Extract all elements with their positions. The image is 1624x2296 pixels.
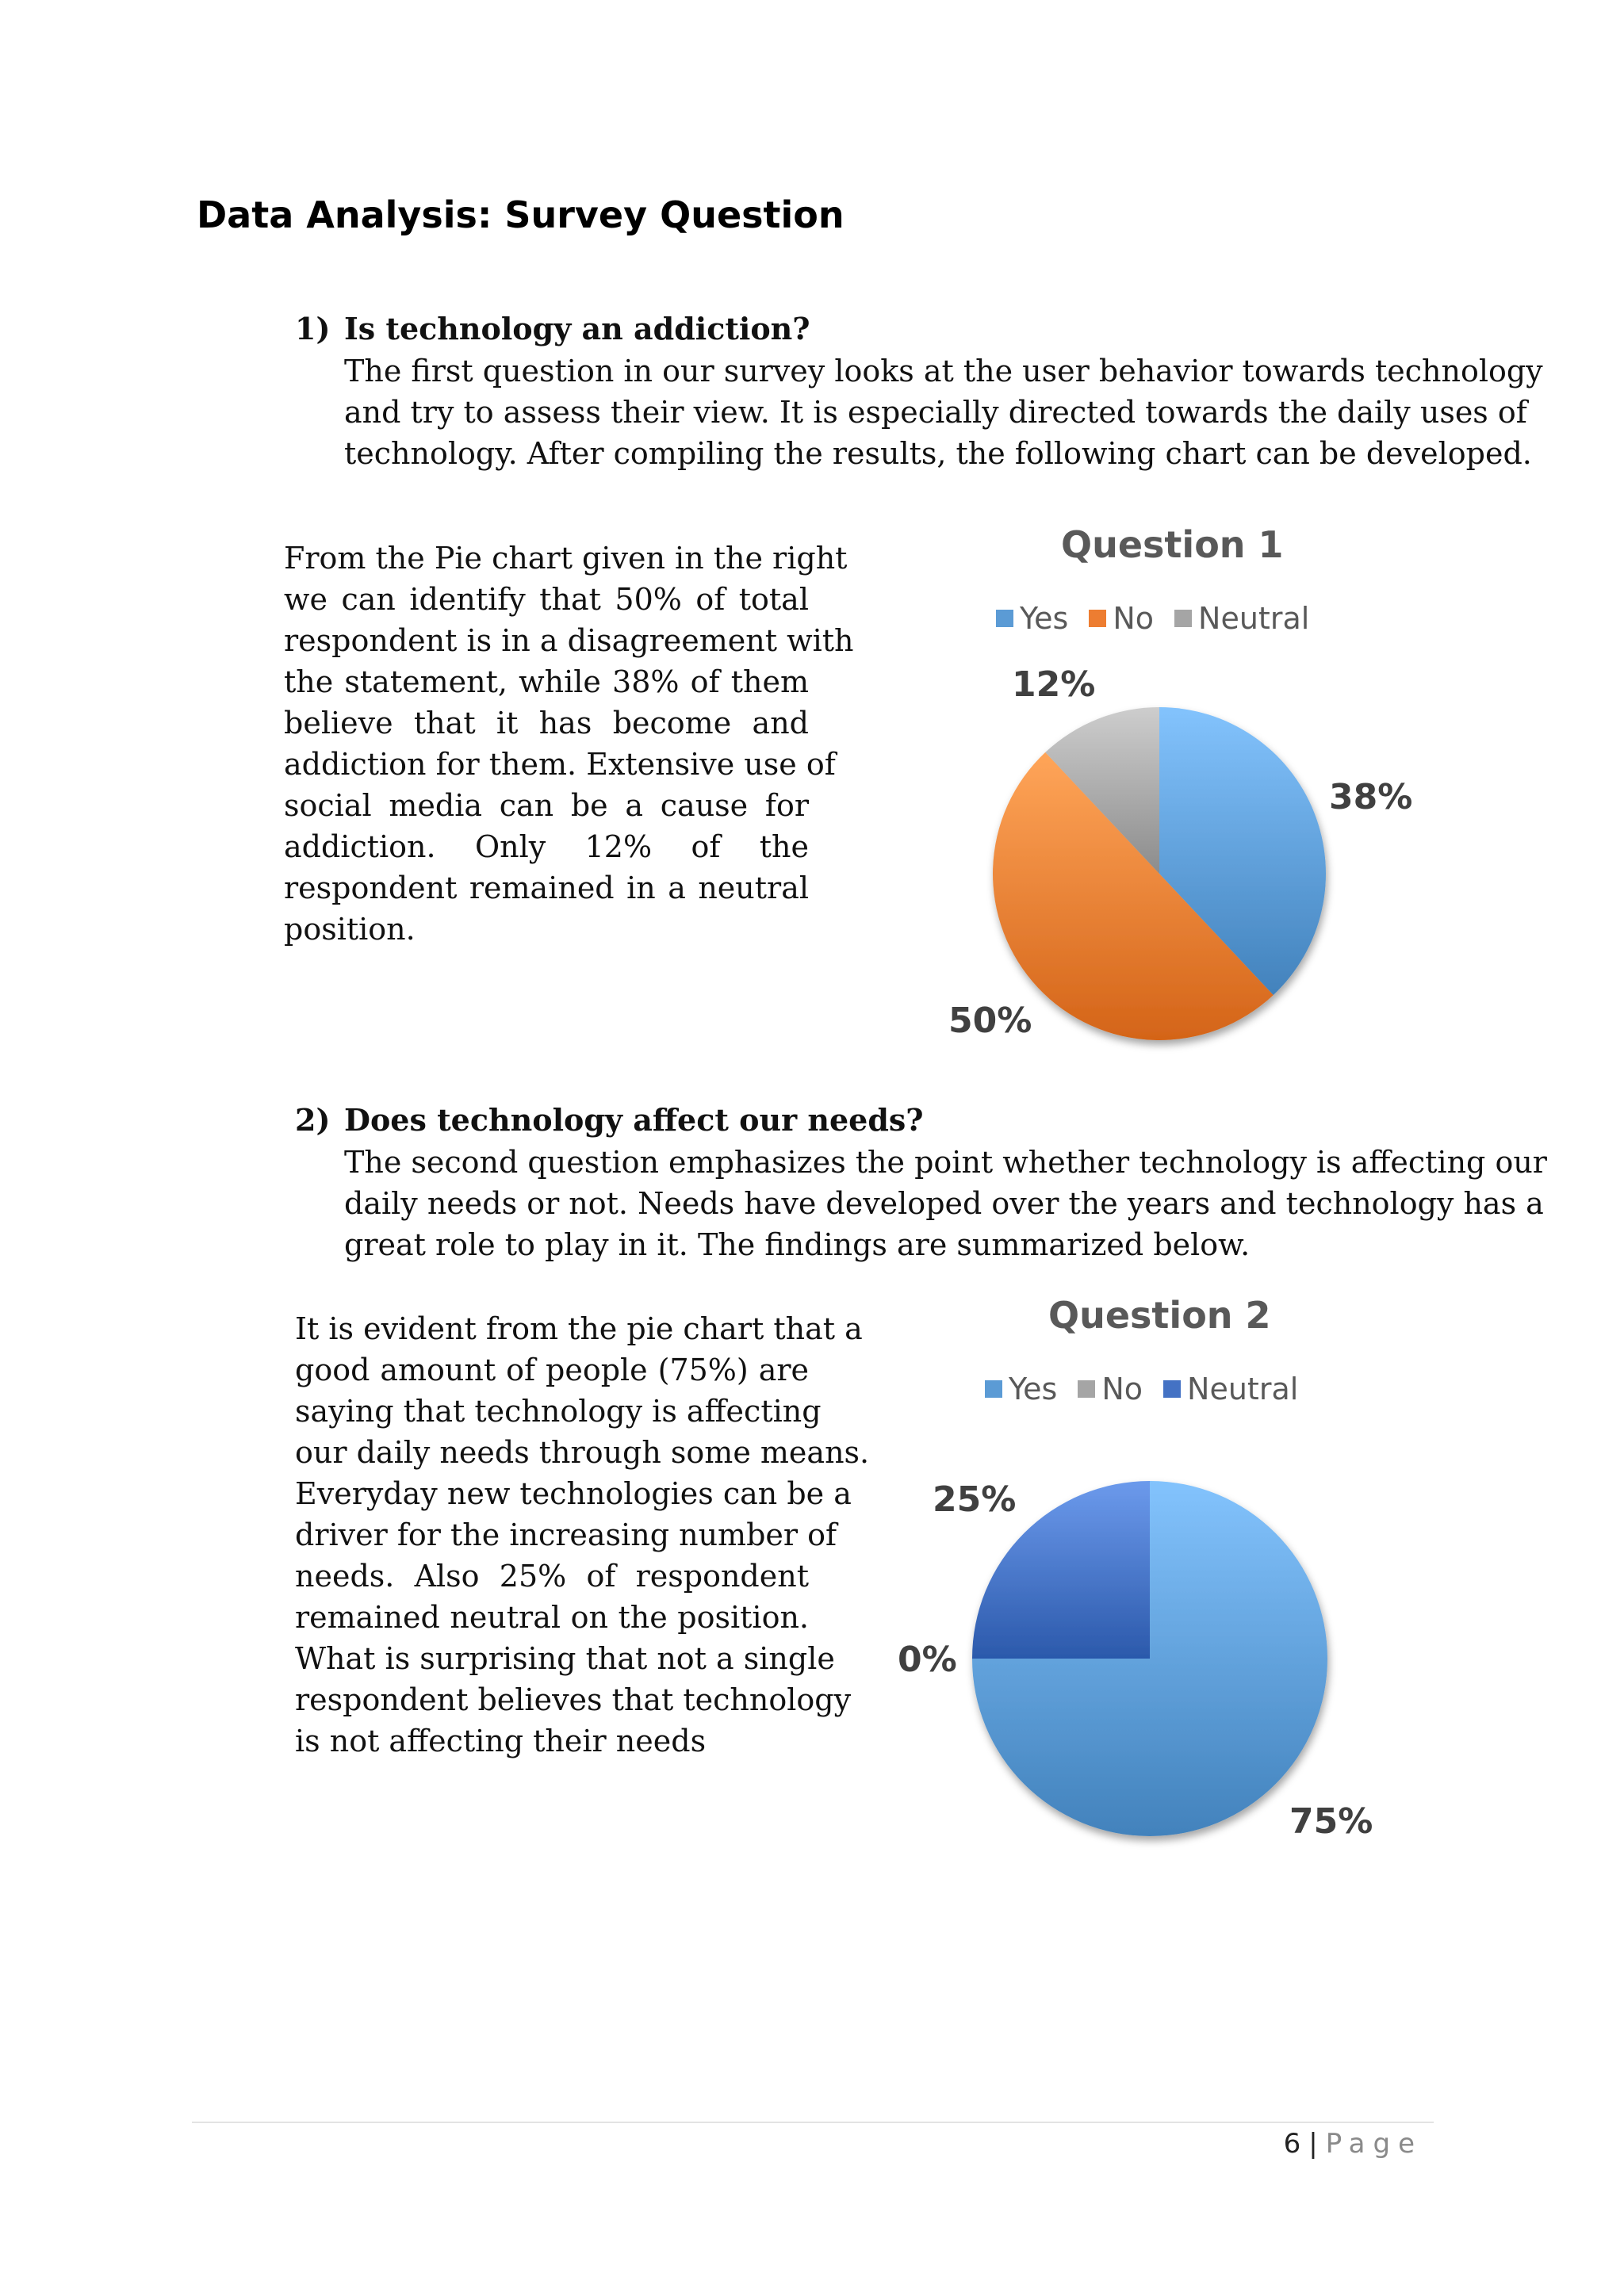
chart-1-legend — [996, 601, 1330, 636]
analysis-line: addiction for them. Extensive use of — [284, 747, 836, 782]
analysis-line: good amount of people (75%) are — [295, 1353, 809, 1387]
intro-line: great role to play in it. The findings are summarized below. — [344, 1227, 1251, 1262]
page-number: 6 — [1283, 2128, 1301, 2160]
footer-separator: | — [1308, 2128, 1318, 2160]
question-1-number: 1) — [295, 311, 331, 346]
legend-swatch — [1163, 1380, 1181, 1398]
analysis-line: our daily needs through some means. — [295, 1435, 870, 1470]
page-heading: Data Analysis: Survey Question — [197, 193, 845, 236]
legend-label: No — [1113, 601, 1155, 636]
legend-label: Yes — [1009, 1372, 1058, 1406]
intro-line: daily needs or not. Needs have developed over the years and technology has a — [344, 1186, 1544, 1221]
analysis-line: social media can be a cause for — [284, 788, 809, 823]
page-footer — [1284, 2128, 1423, 2160]
analysis-line: respondent is in a disagreement with — [284, 623, 854, 658]
legend-label: Neutral — [1187, 1372, 1299, 1406]
pie-slices — [993, 707, 1326, 1040]
legend-swatch — [1174, 610, 1192, 627]
analysis-line: driver for the increasing number of — [295, 1517, 837, 1552]
legend-label: Yes — [1020, 601, 1069, 636]
analysis-line: respondent remained in a neutral — [284, 871, 809, 905]
legend-item-neutral — [1174, 601, 1309, 636]
legend-label: Neutral — [1198, 601, 1310, 636]
question-1-analysis — [284, 538, 854, 950]
analysis-line: believe that it has become and — [284, 706, 809, 740]
analysis-line: Everyday new technologies can be a — [295, 1476, 852, 1511]
legend-item-no — [1089, 601, 1154, 636]
analysis-line: is not affecting their needs — [295, 1724, 707, 1758]
intro-line: technology. After compiling the results, the following chart can be developed. — [344, 436, 1532, 471]
chart-1-label-no: 50% — [948, 1001, 1032, 1041]
intro-line: and try to assess their view. It is especially directed towards the daily uses of — [344, 395, 1527, 430]
analysis-line: the statement, while 38% of them — [284, 664, 809, 699]
intro-line: The second question emphasizes the point whether technology is affecting our — [344, 1145, 1547, 1180]
question-1-title: Is technology an addiction? — [344, 311, 810, 346]
page-word: Page — [1325, 2128, 1423, 2160]
chart-2-legend — [985, 1372, 1319, 1406]
chart-1-label-yes: 38% — [1329, 777, 1413, 817]
legend-item-neutral — [1163, 1372, 1298, 1406]
intro-line: The first question in our survey looks at the user behavior towards technology — [344, 354, 1543, 388]
analysis-line: remained neutral on the position. — [295, 1600, 809, 1635]
analysis-line: It is evident from the pie chart that a — [295, 1311, 863, 1346]
legend-swatch — [996, 610, 1013, 627]
chart-2-title: Question 2 — [1048, 1294, 1271, 1337]
chart-1-label-neutral: 12% — [1012, 664, 1096, 705]
analysis-line: What is surprising that not a single — [295, 1641, 835, 1676]
analysis-line: position. — [284, 912, 416, 947]
legend-swatch — [1078, 1380, 1095, 1398]
analysis-line: we can identify that 50% of total — [284, 582, 809, 617]
legend-swatch — [1089, 610, 1106, 627]
legend-swatch — [985, 1380, 1002, 1398]
analysis-line: saying that technology is affecting — [295, 1394, 822, 1429]
analysis-line: From the Pie chart given in the right — [284, 541, 848, 576]
chart-1-title: Question 1 — [1061, 523, 1284, 566]
question-2-intro — [344, 1142, 1547, 1265]
legend-item-yes — [985, 1372, 1057, 1406]
analysis-line: addiction. Only 12% of the — [284, 829, 809, 864]
pie-slices — [972, 1481, 1327, 1836]
question-1-intro — [344, 350, 1543, 474]
legend-label: No — [1101, 1372, 1143, 1406]
chart-2-label-yes: 75% — [1289, 1801, 1373, 1842]
chart-2-label-no: 0% — [898, 1640, 957, 1680]
footer-divider — [192, 2122, 1434, 2123]
chart-2-label-neutral: 25% — [933, 1479, 1017, 1520]
legend-item-no — [1078, 1372, 1143, 1406]
question-2-number: 2) — [295, 1102, 331, 1138]
question-2-analysis — [295, 1308, 870, 1762]
question-2-title: Does technology affect our needs? — [344, 1102, 924, 1138]
analysis-line: needs. Also 25% of respondent — [295, 1559, 809, 1594]
legend-item-yes — [996, 601, 1068, 636]
analysis-line: respondent believes that technology — [295, 1682, 852, 1717]
